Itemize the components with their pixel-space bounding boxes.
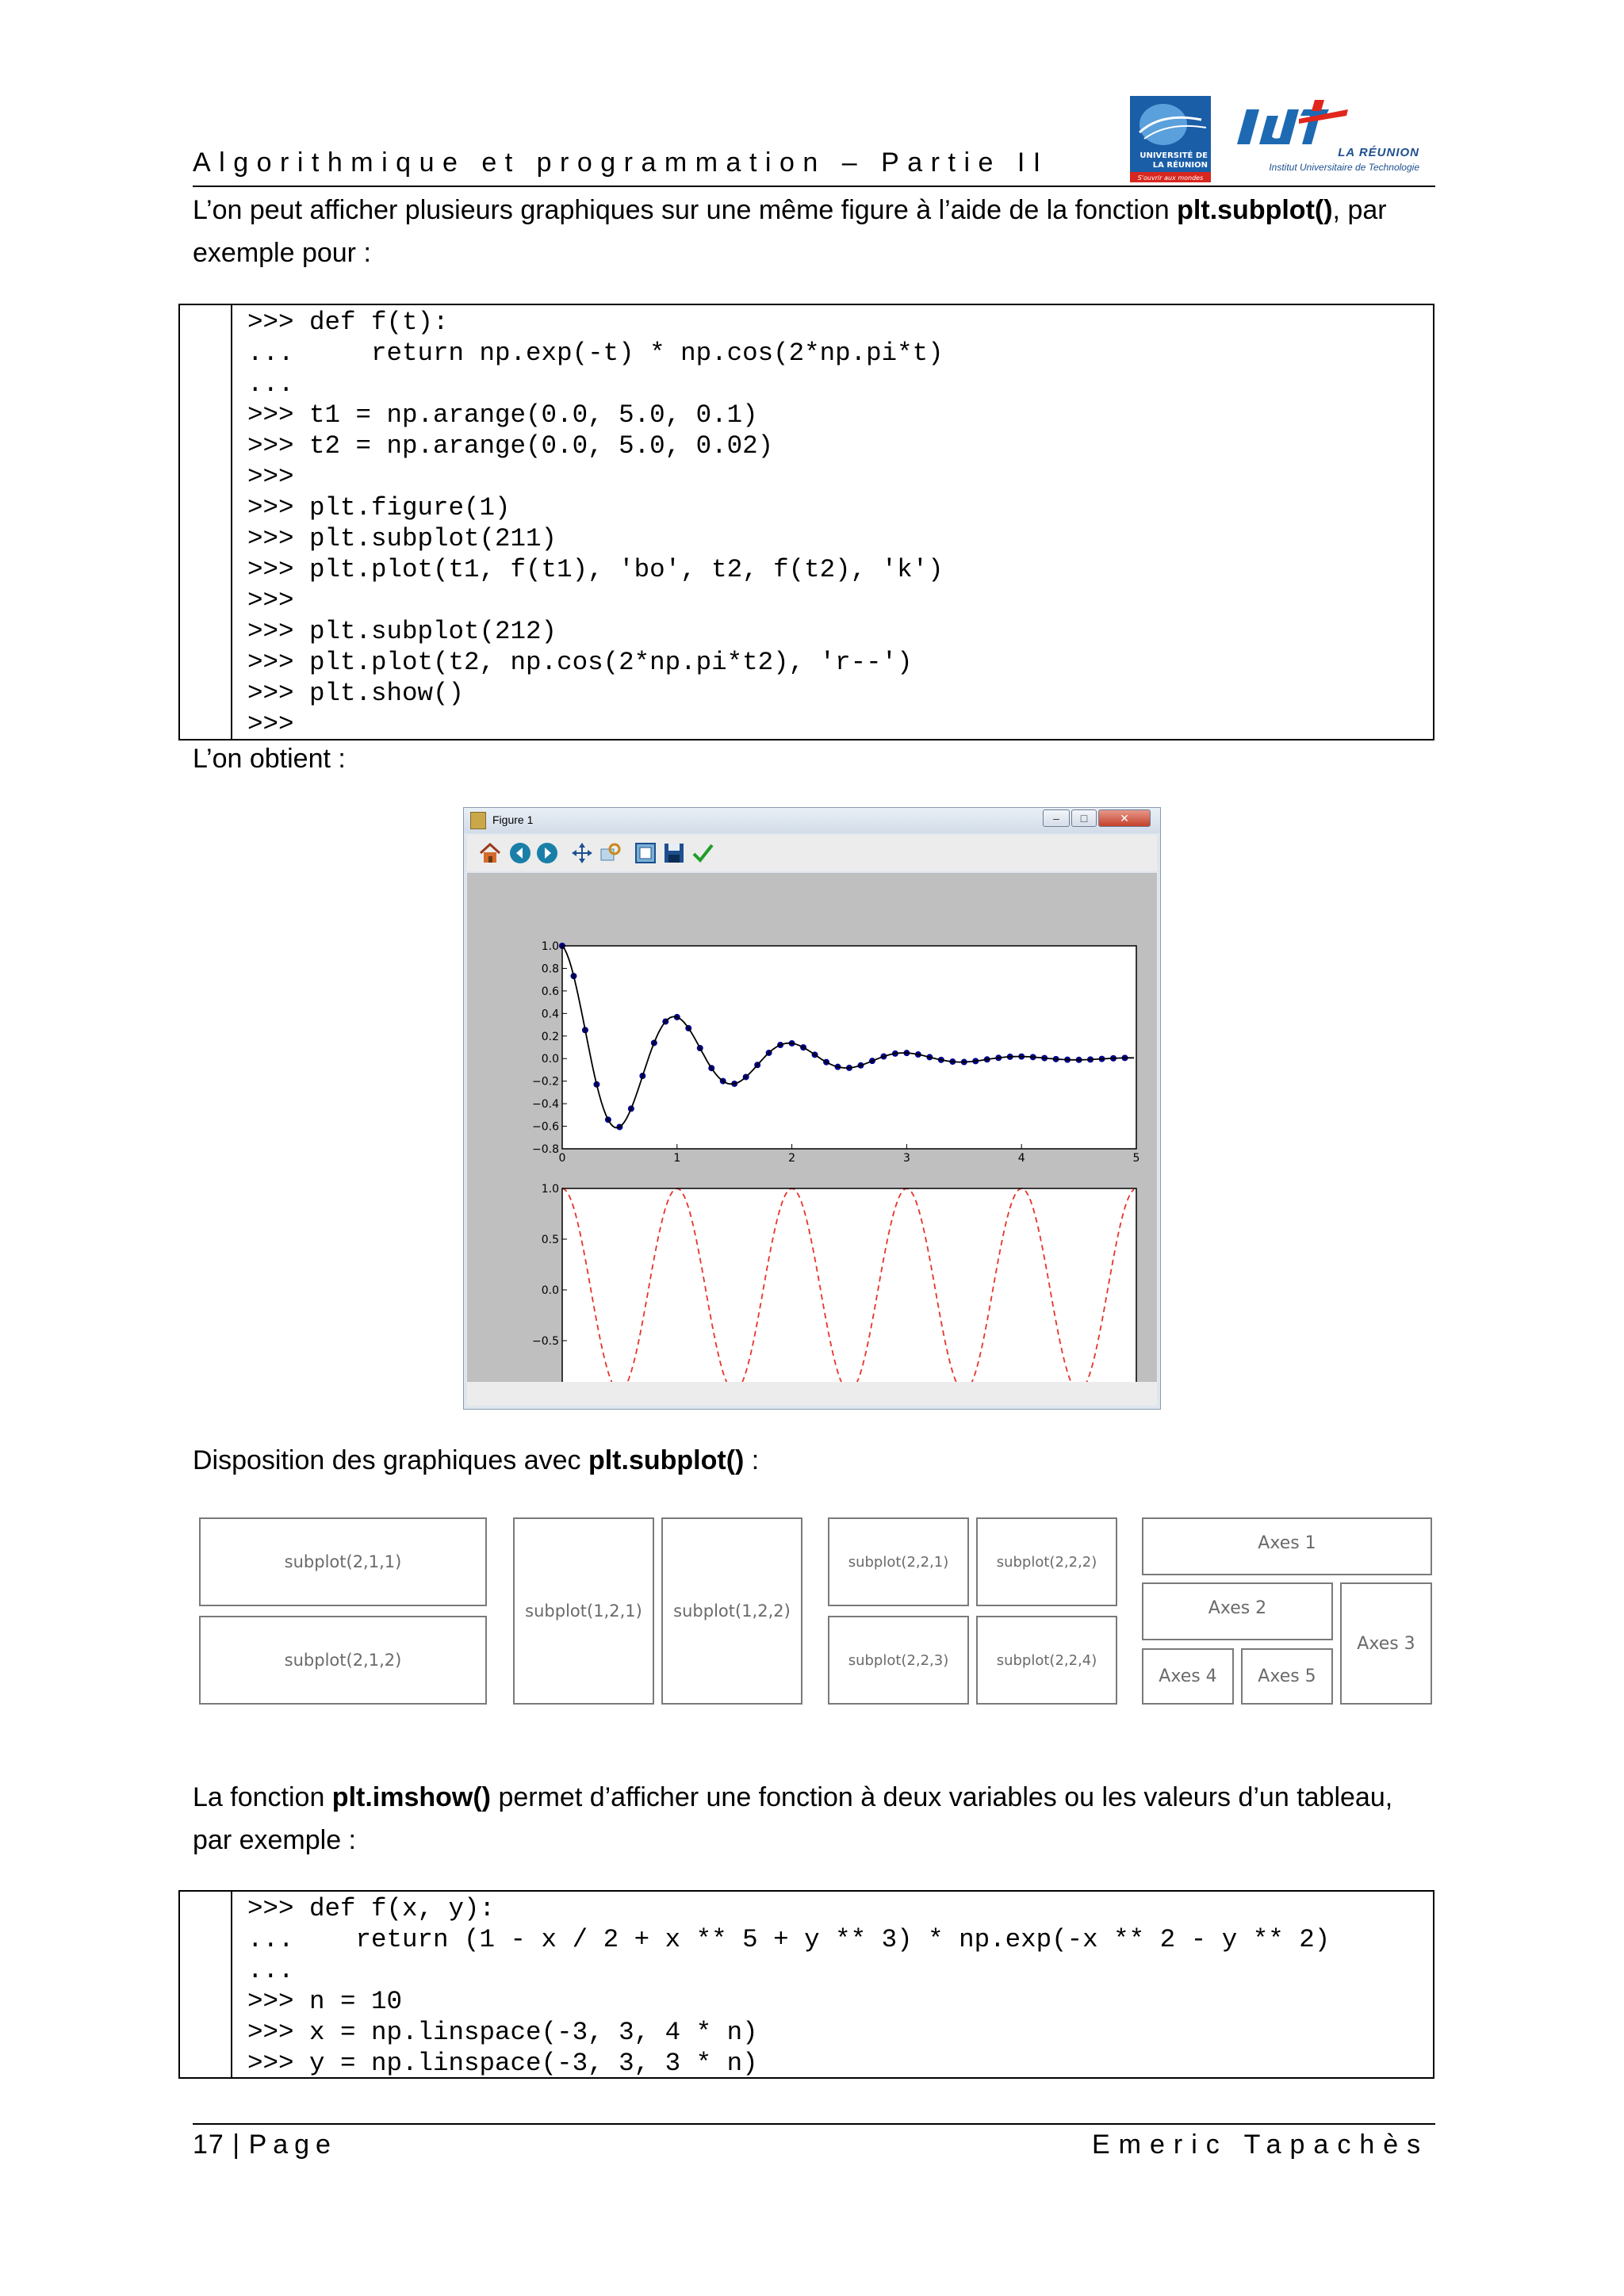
y-tick-label: 1.0	[541, 1183, 559, 1196]
code-listing	[247, 307, 944, 740]
y-tick-label: 0.5	[541, 1234, 559, 1246]
app-icon	[470, 812, 486, 829]
y-tick-label: 0.6	[541, 985, 559, 998]
code-line: >>> t1 = np.arange(0.0, 5.0, 0.1)	[247, 400, 758, 430]
code-line: ...	[247, 1956, 294, 1985]
intro-function-name: plt.subplot()	[1177, 195, 1333, 225]
code-line: ... return np.exp(-t) * np.cos(2*np.pi*t)	[247, 339, 944, 368]
code-line: ...	[247, 369, 294, 399]
code-gutter	[231, 1892, 232, 2077]
x-tick-label: 1	[673, 1152, 681, 1165]
layout-heading-text: Disposition des graphiques avec	[193, 1445, 588, 1475]
university-logo	[1130, 96, 1211, 182]
layout-cell-221: subplot(2,2,1)	[828, 1517, 969, 1606]
window-titlebar[interactable]	[464, 808, 1160, 833]
figure-plots	[467, 873, 1159, 1407]
code-line: >>>	[247, 586, 294, 615]
layout-axes-3: Axes 3	[1340, 1582, 1432, 1705]
x-tick-label: 5	[1132, 1152, 1140, 1165]
page-word: Page	[248, 2130, 337, 2160]
svg-text:UNIVERSITÉ DE: UNIVERSITÉ DE	[1139, 151, 1208, 160]
figure-canvas	[467, 873, 1157, 1406]
iut-logo	[1232, 98, 1419, 174]
y-tick-label: −0.2	[532, 1075, 559, 1089]
layout-axes-5: Axes 5	[1241, 1648, 1333, 1705]
code-line: >>> x = np.linspace(-3, 3, 4 * n)	[247, 2018, 758, 2047]
layout-axes-2: Axes 2	[1142, 1582, 1333, 1640]
y-tick-label: 0.0	[541, 1053, 559, 1066]
code-line: >>> plt.plot(t2, np.cos(2*np.pi*t2), 'r--')	[247, 648, 913, 677]
code-line: >>>	[247, 710, 294, 739]
x-tick-label: 2	[788, 1152, 796, 1165]
layout-heading-function: plt.subplot()	[588, 1445, 745, 1475]
layout-cell-222: subplot(2,2,2)	[976, 1517, 1117, 1606]
y-tick-label: −0.4	[532, 1098, 559, 1112]
y-tick-label: −0.8	[532, 1143, 559, 1156]
code-line: >>> def f(x, y):	[247, 1894, 496, 1923]
layout-cell-122: subplot(1,2,2)	[661, 1517, 802, 1705]
code-line: >>> y = np.linspace(-3, 3, 3 * n)	[247, 2049, 758, 2078]
code-block-imshow	[178, 1890, 1434, 2079]
page-number: 17	[193, 2130, 224, 2160]
page-footer-number	[193, 2130, 337, 2160]
svg-text:S'ouvrir aux mondes: S'ouvrir aux mondes	[1137, 174, 1204, 182]
imshow-text-end: permet d’afficher une fonction à deux variables ou les valeurs d’un tableau, par exemple :	[193, 1782, 1393, 1855]
y-tick-label: 0.2	[541, 1030, 559, 1043]
layout-cell-212: subplot(2,1,2)	[199, 1616, 487, 1705]
y-tick-label: 0.8	[541, 962, 559, 976]
code-line: >>> t2 = np.arange(0.0, 5.0, 0.02)	[247, 431, 774, 461]
back-icon[interactable]	[508, 841, 532, 865]
window-title: Figure 1	[492, 813, 534, 826]
edit-icon[interactable]	[691, 841, 714, 865]
iut-logo-subtitle: Institut Universitaire de Technologie	[1269, 162, 1419, 173]
layout-cell-211: subplot(2,1,1)	[199, 1517, 487, 1606]
status-bar	[467, 1382, 1157, 1406]
code-line: >>> plt.show()	[247, 679, 465, 708]
iut-logo-name: LA RÉUNION	[1338, 146, 1419, 159]
code-line: >>> def f(t):	[247, 308, 449, 337]
layout-cell-224: subplot(2,2,4)	[976, 1616, 1117, 1705]
layout-cell-121: subplot(1,2,1)	[513, 1517, 654, 1705]
y-tick-label: −0.5	[532, 1335, 559, 1348]
header-rule	[193, 186, 1435, 187]
home-icon[interactable]	[478, 841, 502, 865]
save-icon[interactable]	[662, 841, 686, 865]
zoom-icon[interactable]	[599, 841, 622, 865]
code-block-subplot	[178, 304, 1434, 740]
page-separator: |	[224, 2130, 249, 2160]
maximize-button[interactable]: □	[1071, 809, 1097, 827]
code-line: >>> plt.figure(1)	[247, 493, 511, 522]
imshow-text: La fonction	[193, 1782, 332, 1812]
intro-paragraph	[193, 189, 1434, 274]
code-line: ... return (1 - x / 2 + x ** 5 + y ** 3) * np.exp(-x ** 2 - y ** 2)	[247, 1925, 1331, 1954]
x-tick-label: 0	[558, 1152, 566, 1165]
x-tick-label: 4	[1017, 1152, 1025, 1165]
layout-axes-1: Axes 1	[1142, 1517, 1432, 1575]
code-line: >>> plt.plot(t1, f(t1), 'bo', t2, f(t2), 'k')	[247, 555, 944, 584]
figure-toolbar	[467, 835, 1157, 871]
x-tick-label: 3	[902, 1152, 910, 1165]
plot-axes-212	[562, 1188, 1136, 1391]
pan-icon[interactable]	[570, 841, 594, 865]
intro-text-end: , par exemple pour :	[193, 195, 1387, 268]
imshow-paragraph	[193, 1776, 1434, 1862]
code-line: >>> plt.subplot(211)	[247, 524, 557, 553]
intro-text: L’on peut afficher plusieurs graphiques sur une même figure à l’aide de la fonction	[193, 195, 1178, 225]
subplots-icon[interactable]	[634, 841, 657, 865]
result-label: L’on obtient :	[193, 744, 346, 774]
forward-icon[interactable]	[535, 841, 559, 865]
code-line: >>>	[247, 462, 294, 492]
layout-cell-223: subplot(2,2,3)	[828, 1616, 969, 1705]
close-button[interactable]: ✕	[1098, 809, 1151, 827]
y-tick-label: 0.4	[541, 1008, 559, 1021]
footer-author: Emeric Tapachès	[1092, 2130, 1430, 2160]
footer-rule	[193, 2123, 1435, 2125]
code-listing	[247, 1893, 1330, 2079]
code-gutter	[231, 305, 232, 739]
minimize-button[interactable]: –	[1043, 809, 1070, 827]
figure-window	[463, 807, 1161, 1410]
document-header-title: Algorithmique et programmation – Partie II	[193, 147, 1049, 178]
y-tick-label: −0.6	[532, 1120, 559, 1134]
code-line: >>> plt.subplot(212)	[247, 617, 557, 646]
plot-axes-211	[562, 946, 1136, 1149]
layout-heading	[193, 1439, 1434, 1482]
y-tick-label: 0.0	[541, 1284, 559, 1297]
y-tick-label: 1.0	[541, 940, 559, 953]
code-line: >>> n = 10	[247, 1987, 403, 2016]
layout-heading-end: :	[744, 1445, 760, 1475]
svg-text:LA RÉUNION: LA RÉUNION	[1152, 161, 1208, 170]
layout-axes-4: Axes 4	[1142, 1648, 1234, 1705]
imshow-function-name: plt.imshow()	[331, 1782, 491, 1812]
